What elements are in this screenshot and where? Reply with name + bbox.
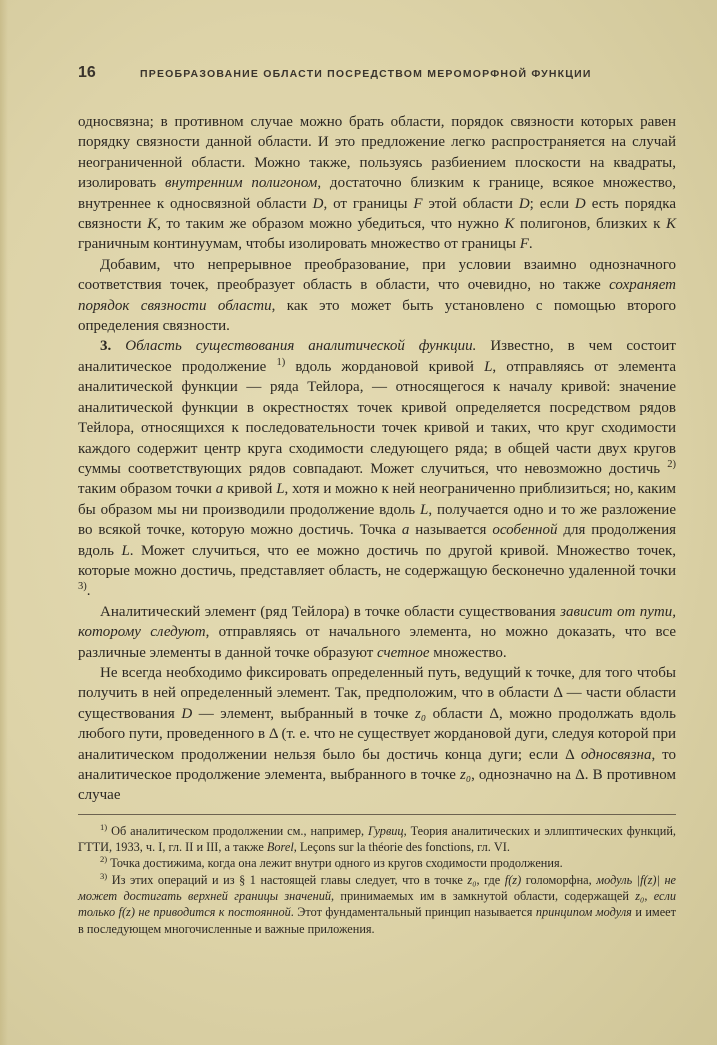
text-run: Из этих операций и из § 1 настоящей главы следует, что в точке [107, 872, 468, 887]
text-run: , Теория аналитических и эллиптических функций, ГТТИ, 1933, ч. I, гл. II и III, а также [78, 823, 676, 855]
paragraph [78, 112, 676, 255]
text-run: , [644, 889, 654, 903]
text-run: граничным континуумам, чтобы изолировать множество от границы [78, 236, 520, 253]
text-run: Известно, в чем состоит аналитическое продолжение [78, 338, 676, 375]
text-run: вдоль жордановой кривой [285, 358, 485, 375]
italic-text: K [665, 216, 676, 233]
text-run: , то аналитическое продолжение элемента, выбранного в точке [78, 746, 676, 783]
italic-text: L [484, 358, 493, 375]
italic-text: Область существования аналитической функции. [125, 338, 477, 355]
text-run: Об аналитическом продолжении см., например, [107, 823, 369, 838]
text-run: . [528, 236, 533, 253]
italic-text: K [504, 216, 515, 233]
section-number: 3. [100, 338, 126, 355]
text-run: , как это может быть установлено с помощью второго определения связности. [78, 297, 676, 335]
footnote-marker: 1) [276, 356, 286, 368]
italic-text: z₀ [467, 872, 477, 887]
text-run: Точка достижима, когда она лежит внутри одного из кругов сходимости продолжения. [107, 856, 563, 871]
italic-text: z₀ [635, 889, 645, 903]
text-run: области Δ, можно продолжать вдоль любого пути, проведенного в Δ (т. е. что не существует жордановой дуги, следуя которой при аналитическом продолжении нельзя было бы достичь конца дуги; если Δ [78, 705, 677, 763]
text-run: , принимаемых им в замкнутой области, содержащей [331, 889, 636, 903]
text-run: , получается одно и то же разложение во всякой точке, которую можно достичь. Точка [78, 501, 676, 539]
text-run: , от границы [323, 195, 414, 212]
text-run: . Этот фундаментальный принцип называется [290, 905, 536, 920]
text-run: , Leçons sur la théorie des fonctions, гл. VI. [293, 840, 510, 855]
italic-text: D [181, 705, 193, 722]
page-binding-edge [0, 0, 8, 1045]
text-run: Аналитический элемент (ряд Тейлора) в точке области существования [100, 603, 561, 620]
running-title: ПРЕОБРАЗОВАНИЕ ОБЛАСТИ ПОСРЕДСТВОМ МЕРОМОРФНОЙ ФУНКЦИИ [140, 68, 592, 80]
italic-text: D [312, 195, 324, 212]
footnote-marker: 2) [667, 458, 676, 470]
text-run: , отправляясь от начального элемента, но можно доказать, что все различные элементы в данной точке образуют [78, 624, 676, 661]
italic-text: принципом модуля [535, 905, 632, 920]
text-run: , отправляясь от элемента аналитической функции — ряда Тейлора, — относящегося к началу кривой: значение аналитической функции в окрестностях точек кривой определяется посредством рядов Тейлора, относящихся к последовательности точек кривой и таких, что круг сходимости каждого содержит центр круга сходимости следующего ряда; в общей части двух кругов суммы соответствующих рядов совпадают. Может случиться, что невозможно достичь [78, 358, 676, 477]
italic-text: Borel [266, 840, 294, 855]
text-run: Добавим, что непрерывное преобразование, при условии взаимно однозначного соответствия точек, преобразует область в области, что очевидно, но также [78, 256, 676, 294]
italic-text: счетное [377, 644, 430, 661]
text-run: Не всегда необходимо фиксировать определенный путь, ведущий к точке, для того чтобы получить в ней определенный элемент. Так, предположим, что в области Δ — части области существования [78, 664, 676, 722]
text-run: таким образом точки [78, 481, 216, 498]
footnote [78, 872, 676, 937]
text-run: , хотя и можно к ней неограниченно приблизиться; но, каким бы образом мы ни производили продолжение вдоль [78, 481, 676, 518]
text-run: . [86, 583, 91, 600]
italic-text: K [147, 216, 158, 233]
italic-text: внутренним полигоном [165, 175, 318, 192]
italic-text: односвязна [580, 746, 652, 763]
italic-text: a [401, 522, 410, 539]
body-text [78, 112, 676, 806]
italic-text: модуль |f(z)| не может достигать верхней границы значений [78, 872, 677, 903]
footnote [78, 823, 676, 856]
paragraph [78, 602, 676, 663]
text-run: , достаточно близким к границе, всякое множество, внутреннее к односвязной области [78, 175, 676, 212]
page-number: 16 [78, 64, 96, 81]
italic-text: f(z) [504, 872, 522, 887]
text-run: этой области [422, 195, 519, 212]
footnote-divider [78, 814, 676, 815]
text-run: и имеет в последующем многочисленные и важные приложения. [78, 905, 676, 936]
text-run: — элемент, выбранный в точке [192, 705, 416, 722]
italic-text: D [574, 195, 586, 212]
italic-text: если только f(z) не приводится к постоянной [78, 889, 676, 920]
italic-text: D [518, 195, 530, 212]
text-run: голоморфна, [521, 872, 597, 887]
italic-text: z₀ [460, 767, 472, 783]
text-run: кривой [223, 481, 277, 498]
footnote-marker: 3) [100, 870, 108, 881]
italic-text: особенной [492, 522, 558, 539]
running-header [78, 64, 676, 88]
paragraph [78, 336, 676, 601]
footnote-marker: 2) [100, 854, 108, 865]
footnote [78, 855, 676, 871]
italic-text: a [215, 481, 224, 498]
footnotes [78, 823, 676, 937]
text-run: ; если [529, 195, 575, 212]
text-run: , где [476, 872, 505, 887]
italic-text: F [519, 236, 529, 253]
text-run: есть порядка связности [78, 195, 677, 233]
text-run: множество. [429, 644, 507, 661]
text-run: называется [409, 522, 493, 539]
paragraph [78, 663, 676, 806]
text-run: полигонов, близких к [514, 216, 666, 233]
italic-text: Гурвиц [368, 823, 404, 838]
italic-text: сохраняет порядок связности области [78, 277, 676, 314]
italic-text: z₀ [415, 705, 427, 722]
book-page [78, 64, 676, 937]
italic-text: L [420, 501, 429, 518]
footnote-marker: 3) [78, 581, 87, 593]
paragraph [78, 255, 676, 337]
text-run: . Может случиться, что ее можно достичь по другой кривой. Множество точек, которые можно достичь, представляет область, не содержащую бесконечно удаленной точки [78, 542, 676, 579]
italic-text: зависит от пути, которому следуют [78, 603, 676, 641]
text-run: односвязна; в противном случае можно брать области, порядок связности которых равен порядку связности данной области. И это предложение легко распространяется на случай неограниченной области. Можно также, пользуясь разбиением плоскости на квадраты, изолировать [78, 114, 676, 192]
italic-text: F [413, 195, 423, 212]
italic-text: L [121, 542, 130, 559]
italic-text: L [276, 481, 285, 498]
footnote-marker: 1) [100, 821, 108, 832]
text-run: , однозначно на Δ. В противном случае [78, 767, 677, 804]
text-run: , то таким же образом можно убедиться, что нужно [157, 216, 505, 233]
text-run: для продолжения вдоль [78, 522, 677, 559]
